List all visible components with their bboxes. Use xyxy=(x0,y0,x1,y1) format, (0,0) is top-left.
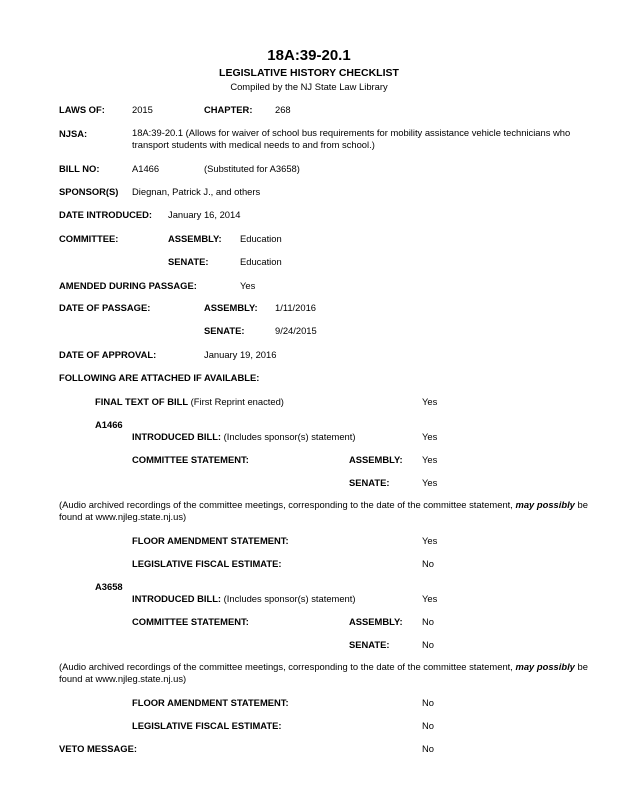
a1466-introduced-value: Yes xyxy=(422,431,438,442)
final-text-value: Yes xyxy=(422,396,438,407)
passage-assembly-value: 1/11/2016 xyxy=(275,302,317,313)
a1466-audio-em: may possibly xyxy=(515,499,575,510)
a1466-introduced-note: (Includes sponsor(s) statement) xyxy=(223,431,356,442)
a1466-fiscal-label: LEGISLATIVE FISCAL ESTIMATE: xyxy=(132,558,282,569)
a3658-fiscal-value: No xyxy=(422,720,434,731)
a1466-audio-pre: (Audio archived recordings of the committee meetings, corresponding to the date of the committee statement, xyxy=(59,499,516,510)
bill-no-value: A1466 xyxy=(132,163,160,174)
a1466-floor-label: FLOOR AMENDMENT STATEMENT: xyxy=(132,535,289,546)
committee-assembly-value: Education xyxy=(240,233,282,244)
laws-of-label: LAWS OF: xyxy=(59,104,105,115)
a1466-floor-value: Yes xyxy=(422,535,438,546)
committee-senate-value: Education xyxy=(240,256,282,267)
a3658-floor-value: No xyxy=(422,697,434,708)
date-of-passage-label: DATE OF PASSAGE: xyxy=(59,302,151,313)
date-introduced-value: January 16, 2014 xyxy=(168,209,241,220)
a3658-committee-label: COMMITTEE STATEMENT: xyxy=(132,616,249,627)
date-of-approval-value: January 19, 2016 xyxy=(204,349,277,360)
a1466-introduced-label: INTRODUCED BILL: xyxy=(132,431,222,442)
committee-senate-label: SENATE: xyxy=(168,256,209,267)
veto-value: No xyxy=(422,743,434,754)
final-text-label: FINAL TEXT OF BILL xyxy=(95,396,189,407)
sponsors-value: Diegnan, Patrick J., and others xyxy=(132,186,261,197)
passage-senate-label: SENATE: xyxy=(204,325,245,336)
page-title: 18A:39-20.1 xyxy=(267,47,351,64)
veto-label: VETO MESSAGE: xyxy=(59,743,137,754)
a3658-introduced-label: INTRODUCED BILL: xyxy=(132,593,222,604)
page-subtitle: LEGISLATIVE HISTORY CHECKLIST xyxy=(219,67,399,79)
a1466-senate-value: Yes xyxy=(422,477,438,488)
a3658-introduced-value: Yes xyxy=(422,593,438,604)
final-text-row xyxy=(95,397,284,406)
chapter-label: CHAPTER: xyxy=(204,104,253,115)
amended-label: AMENDED DURING PASSAGE: xyxy=(59,280,197,291)
bill-no-label: BILL NO: xyxy=(59,163,100,174)
passage-assembly-label: ASSEMBLY: xyxy=(204,302,258,313)
date-of-approval-label: DATE OF APPROVAL: xyxy=(59,349,157,360)
a3658-fiscal-label: LEGISLATIVE FISCAL ESTIMATE: xyxy=(132,720,282,731)
njsa-label: NJSA: xyxy=(59,128,88,139)
compiled-by: Compiled by the NJ State Law Library xyxy=(230,81,388,92)
a3658-audio-pre: (Audio archived recordings of the committee meetings, corresponding to the date of the committee statement, xyxy=(59,661,516,672)
passage-senate-value: 9/24/2015 xyxy=(275,325,317,336)
chapter-value: 268 xyxy=(275,104,291,115)
a1466-senate-label: SENATE: xyxy=(349,477,390,488)
a3658-bill-label: A3658 xyxy=(95,581,123,592)
committee-assembly-label: ASSEMBLY: xyxy=(168,233,222,244)
njsa-value: 18A:39-20.1 (Allows for waiver of school bus requirements for mobility assistance vehicle technicians who transport students with medical needs to and from school.) xyxy=(132,127,571,150)
a3658-audio-em: may possibly xyxy=(515,661,575,672)
a1466-assembly-value: Yes xyxy=(422,454,438,465)
a3658-senate-label: SENATE: xyxy=(349,639,390,650)
a3658-introduced-row xyxy=(132,594,356,603)
a3658-audio-post: be found at www.njleg.state.nj.us) xyxy=(59,661,588,684)
a3658-assembly-value: No xyxy=(422,616,434,627)
a1466-audio-post: be found at www.njleg.state.nj.us) xyxy=(59,499,588,522)
attached-heading: FOLLOWING ARE ATTACHED IF AVAILABLE: xyxy=(59,372,260,383)
amended-value: Yes xyxy=(240,280,256,291)
a1466-introduced-row xyxy=(132,432,356,441)
a3658-audio-note xyxy=(59,661,604,685)
a3658-senate-value: No xyxy=(422,639,434,650)
a1466-assembly-label: ASSEMBLY: xyxy=(349,454,403,465)
a3658-assembly-label: ASSEMBLY: xyxy=(349,616,403,627)
a1466-fiscal-value: No xyxy=(422,558,434,569)
bill-no-note: (Substituted for A3658) xyxy=(204,163,300,174)
a3658-floor-label: FLOOR AMENDMENT STATEMENT: xyxy=(132,697,289,708)
a1466-audio-note xyxy=(59,499,604,523)
laws-of-value: 2015 xyxy=(132,104,153,115)
sponsors-label: SPONSOR(S) xyxy=(59,186,119,197)
a1466-bill-label: A1466 xyxy=(95,419,123,430)
a3658-introduced-note: (Includes sponsor(s) statement) xyxy=(223,593,356,604)
a1466-committee-label: COMMITTEE STATEMENT: xyxy=(132,454,249,465)
committee-label: COMMITTEE: xyxy=(59,233,119,244)
final-text-note: (First Reprint enacted) xyxy=(190,396,284,407)
date-introduced-label: DATE INTRODUCED: xyxy=(59,209,153,220)
